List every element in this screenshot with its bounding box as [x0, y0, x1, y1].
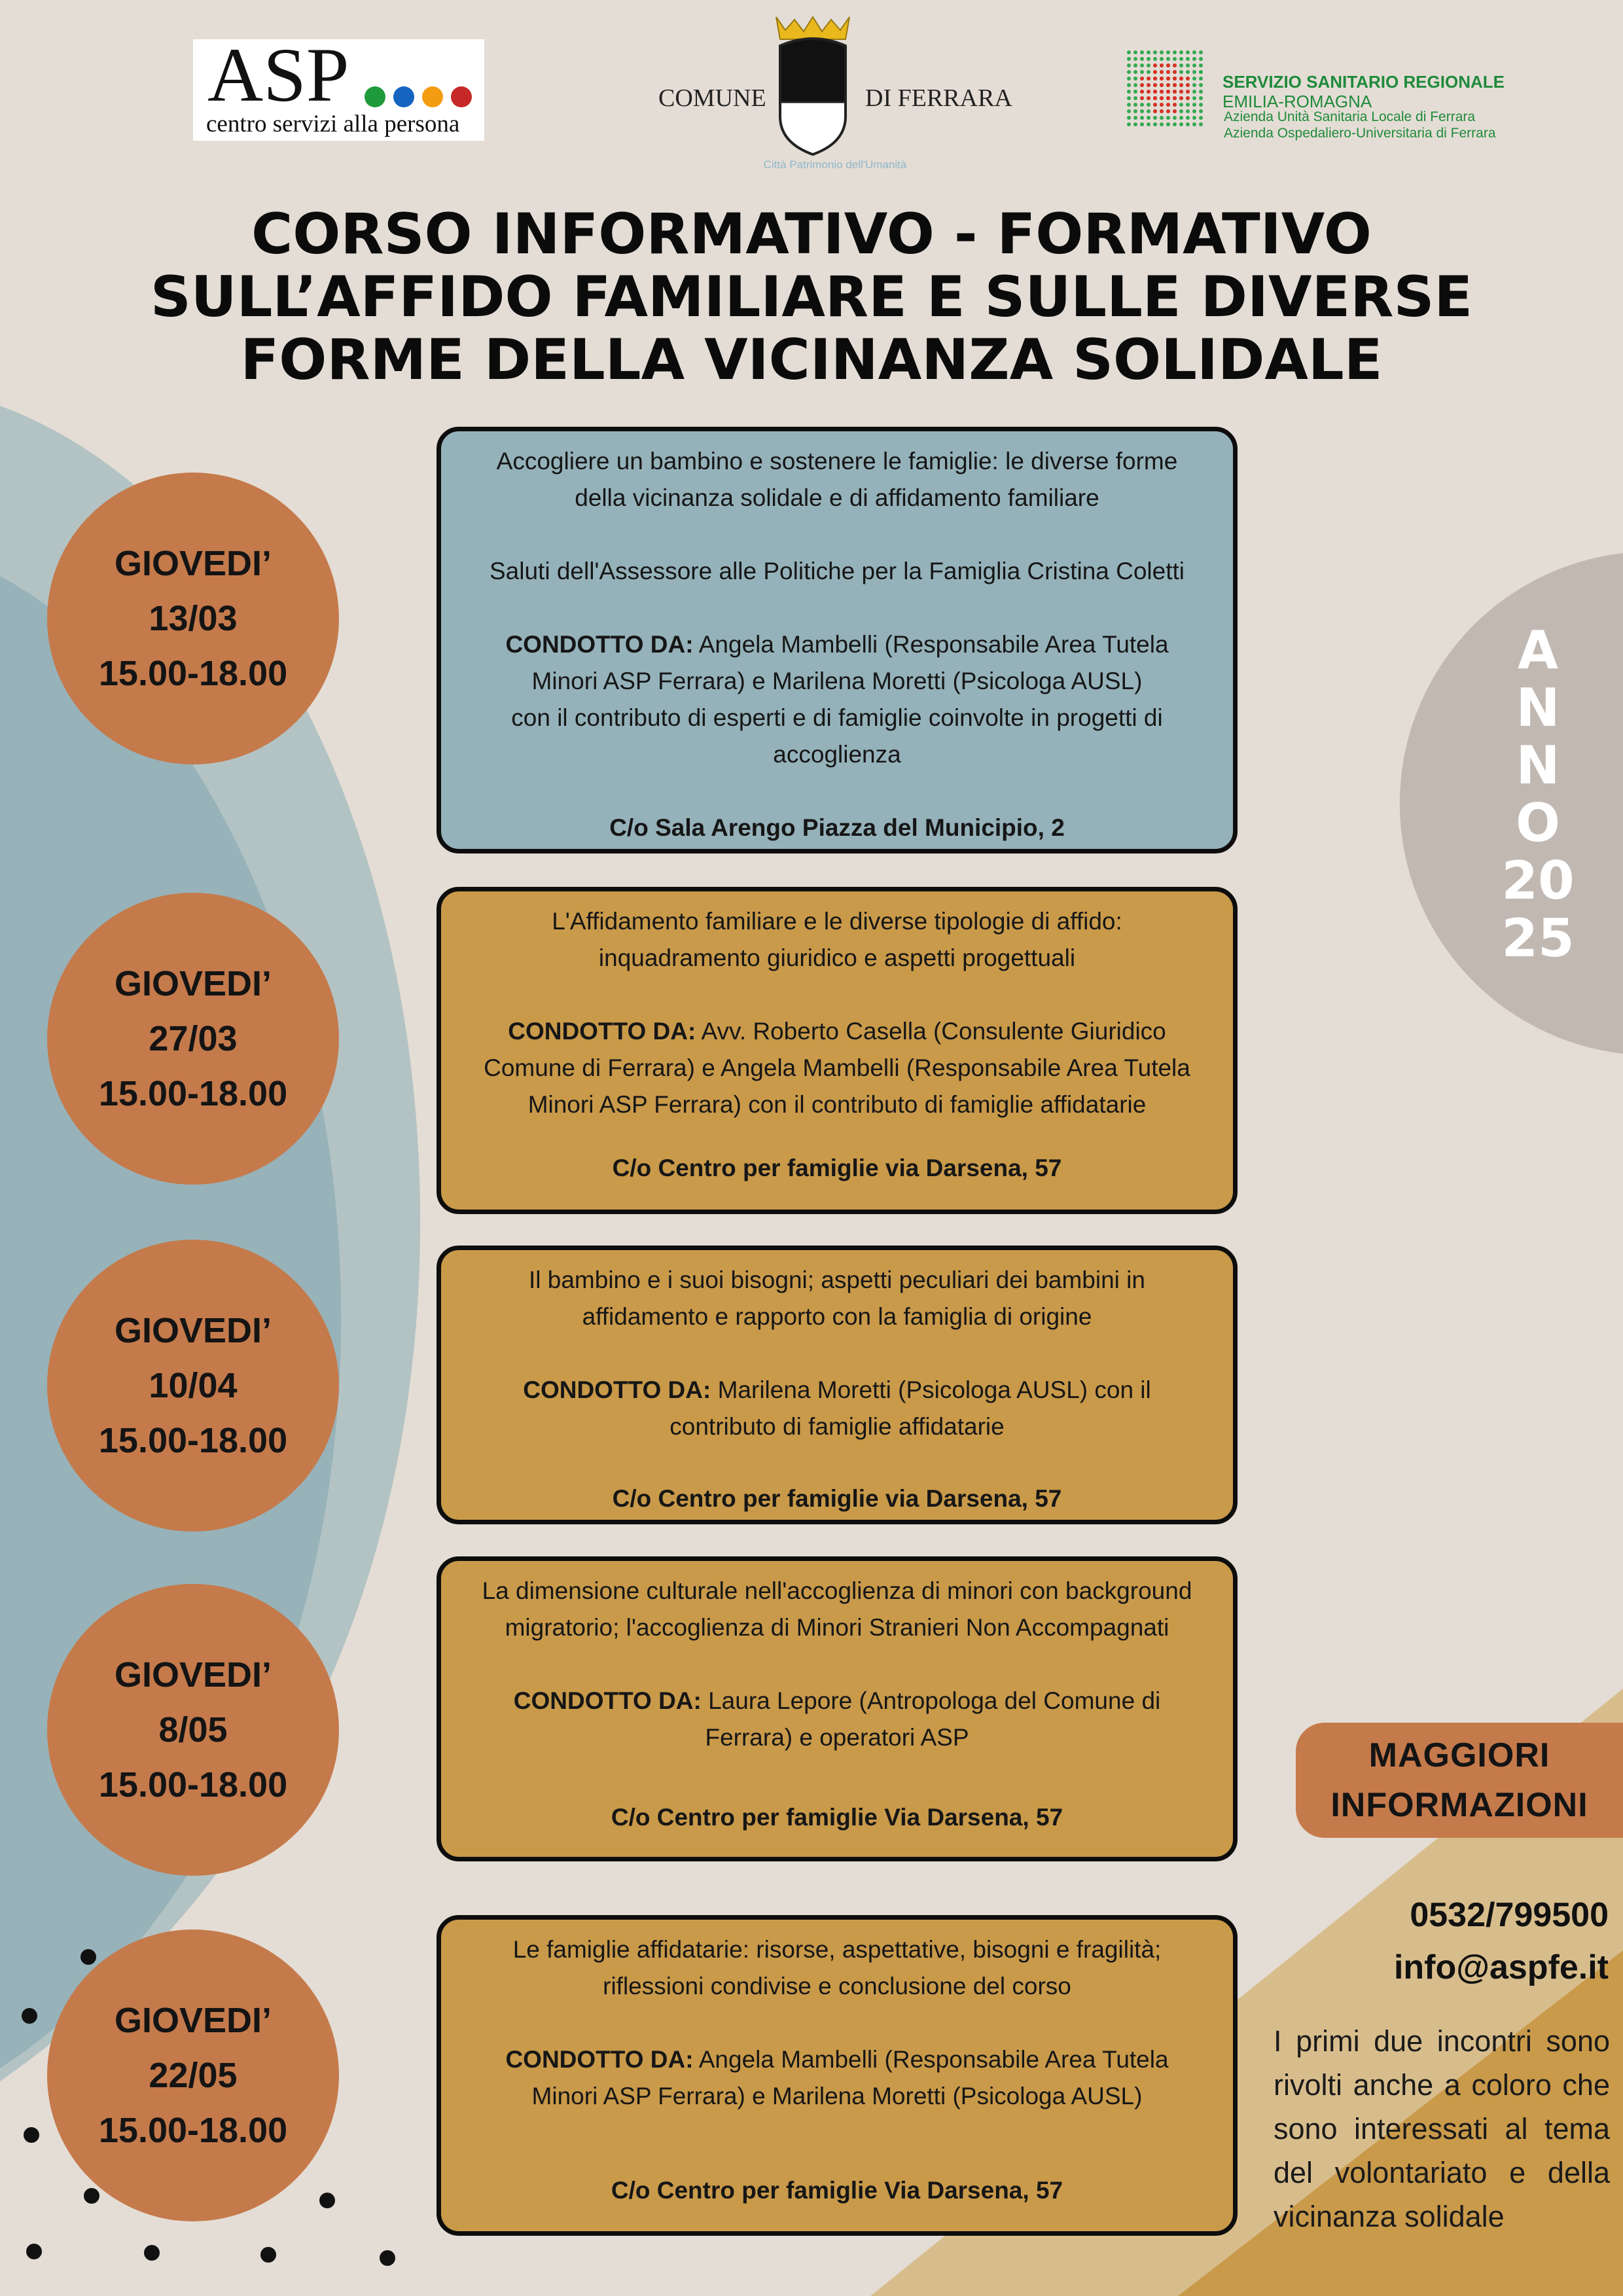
session-date: 10/04	[149, 1366, 238, 1405]
dot	[26, 2244, 42, 2259]
dot	[260, 2247, 276, 2263]
session-date-circle	[47, 893, 339, 1185]
more-info-badge	[1296, 1723, 1623, 1838]
dot	[24, 2127, 39, 2143]
info-note: I primi due incontri sono rivolti anche a coloro che sono interessati al tema del volontariato e della vicinanza solidale	[1274, 2024, 1610, 2233]
session-date: 27/03	[149, 1019, 238, 1058]
session-day: GIOVEDI’	[114, 544, 272, 583]
session-date-circle	[47, 1584, 339, 1876]
session-day: GIOVEDI’	[114, 1655, 272, 1695]
ssr-logo	[1126, 46, 1531, 151]
dot	[319, 2193, 335, 2208]
session-date: 8/05	[158, 1710, 228, 1749]
session-topic: La dimensione culturale nell'accoglienza di minori con background migratorio; l'accoglienza di Minori Stranieri Non Accompagnati	[482, 1577, 1192, 1641]
page-title	[39, 203, 1584, 391]
led-by-label: CONDOTTO DA:	[505, 631, 694, 658]
led-by-label: CONDOTTO DA:	[523, 1376, 711, 1403]
more-info-line-1: MAGGIORI	[1368, 1736, 1550, 1774]
contact-email[interactable]: info@aspfe.it	[1393, 1948, 1609, 1986]
anno-letter: A	[1518, 620, 1558, 681]
ssr-logo-line-3: Azienda Unità Sanitaria Locale di Ferrara	[1224, 109, 1476, 124]
session-box	[437, 1246, 1238, 1524]
session-box	[437, 427, 1238, 853]
ferrara-logo-right-text: DI FERRARA	[865, 84, 1012, 112]
session-box	[437, 1556, 1238, 1861]
asp-logo-letters: ASP	[207, 32, 349, 118]
session-box	[437, 1915, 1238, 2236]
title-line-2: SULL’AFFIDO FAMILIARE E SULLE DIVERSE	[150, 264, 1473, 330]
session-led-by: CONDOTTO DA: Marilena Moretti (Psicologa AUSL) con il contributo di famiglie affidatarie	[523, 1376, 1151, 1440]
session-place: C/o Centro per famiglie Via Darsena, 57	[611, 2177, 1063, 2204]
dot	[380, 2250, 395, 2266]
dot	[84, 2188, 99, 2204]
dot	[80, 1949, 96, 1965]
session-date-circle	[47, 1929, 339, 2221]
ferrara-logo-tagline: Città Patrimonio dell'Umanità	[763, 158, 907, 171]
asp-blue-dot	[393, 86, 414, 107]
year-part-2: 25	[1501, 908, 1575, 969]
ferrara-logo-left-text: COMUNE	[658, 84, 766, 112]
ssr-dot-grid-icon	[1126, 49, 1211, 134]
session-place: C/o Centro per famiglie Via Darsena, 57	[611, 1804, 1063, 1831]
session-time: 15.00-18.00	[98, 2111, 288, 2150]
led-by-label: CONDOTTO DA:	[513, 1687, 702, 1714]
asp-logo	[193, 32, 484, 141]
title-line-3: FORME DELLA VICINANZA SOLIDALE	[240, 327, 1383, 393]
session-date: 13/03	[149, 599, 238, 638]
session-topic: Il bambino e i suoi bisogni; aspetti peculiari dei bambini in affidamento e rapporto con la famiglia di origine	[529, 1266, 1145, 1330]
led-by-label: CONDOTTO DA:	[508, 1018, 696, 1045]
asp-green-dot	[365, 86, 385, 107]
ssr-logo-line-4: Azienda Ospedaliero-Universitaria di Ferrara	[1224, 126, 1496, 141]
asp-orange-dot	[422, 86, 443, 107]
session-time: 15.00-18.00	[98, 1074, 288, 1113]
session-led-by: CONDOTTO DA: Avv. Roberto Casella (Consulente Giuridico Comune di Ferrara) e Angela Mambelli (Responsabile Area Tutela Minori ASP Ferrara) con il contributo di famiglie affidatarie	[484, 1018, 1190, 1118]
session-topic: Accogliere un bambino e sostenere le famiglie: le diverse forme della vicinanza solidale e di affidamento familiare	[496, 448, 1178, 511]
session-day: GIOVEDI’	[114, 1311, 272, 1350]
session-topic: L'Affidamento familiare e le diverse tipologie di affido: inquadramento giuridico e aspetti progettuali	[552, 908, 1122, 971]
anno-letter: N	[1516, 735, 1560, 796]
asp-logo-tagline: centro servizi alla persona	[206, 111, 460, 137]
session-time: 15.00-18.00	[98, 1765, 288, 1804]
session-topic: Le famiglie affidatarie: risorse, aspettative, bisogni e fragilità; riflessioni condivise e conclusione del corso	[512, 1936, 1162, 2000]
session-day: GIOVEDI’	[114, 964, 272, 1003]
session-day: GIOVEDI’	[114, 2001, 272, 2040]
session-led-by: CONDOTTO DA: Laura Lepore (Antropologa del Comune di Ferrara) e operatori ASP	[513, 1687, 1161, 1751]
dot	[22, 2008, 37, 2024]
session-place: C/o Centro per famiglie via Darsena, 57	[612, 1485, 1062, 1512]
title-line-1: CORSO INFORMATIVO - FORMATIVO	[251, 202, 1372, 267]
anno-letter: O	[1515, 793, 1560, 853]
asp-red-dot	[451, 86, 472, 107]
session-time: 15.00-18.00	[98, 654, 288, 693]
session-led-by: CONDOTTO DA: Angela Mambelli (Responsabile Area Tutela Minori ASP Ferrara) e Marilena Moretti (Psicologa AUSL) con il contributo di esperti e di famiglie coinvolte in progetti di accoglienza	[505, 631, 1169, 768]
session-time: 15.00-18.00	[98, 1421, 288, 1460]
more-info-line-2: INFORMAZIONI	[1330, 1786, 1588, 1824]
session-place: C/o Centro per famiglie via Darsena, 57	[612, 1155, 1062, 1181]
session-greeting: Saluti dell'Assessore alle Politiche per la Famiglia Cristina Coletti	[489, 558, 1185, 584]
session-led-by: CONDOTTO DA: Angela Mambelli (Responsabile Area Tutela Minori ASP Ferrara) e Marilena Moretti (Psicologa AUSL)	[505, 2046, 1169, 2109]
comune-ferrara-logo	[654, 12, 1012, 175]
year-part-1: 20	[1501, 850, 1575, 911]
led-by-label: CONDOTTO DA:	[505, 2046, 694, 2073]
ssr-logo-line-1: SERVIZIO SANITARIO REGIONALE	[1222, 72, 1505, 92]
session-place: C/o Sala Arengo Piazza del Municipio, 2	[609, 814, 1065, 841]
session-box	[437, 887, 1238, 1214]
dot	[144, 2245, 160, 2261]
session-date-circle	[47, 473, 339, 764]
session-date-circle	[47, 1240, 339, 1532]
year-badge	[1479, 622, 1597, 967]
contact-phone[interactable]: 0532/799500	[1410, 1896, 1609, 1934]
anno-letter: N	[1516, 677, 1560, 738]
ssr-logo-line-2: EMILIA-ROMAGNA	[1222, 92, 1372, 111]
session-date: 22/05	[149, 2056, 238, 2095]
